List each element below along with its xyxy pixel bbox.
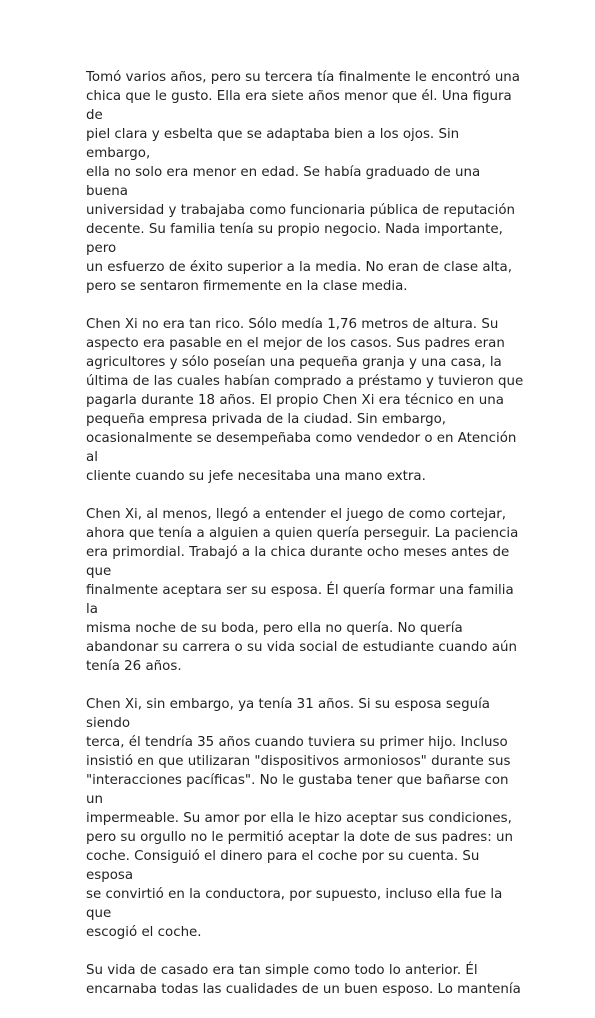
document-body <box>86 68 526 1018</box>
paragraph-2: Chen Xi no era tan rico. Sólo medía 1,76 metros de altura. Su aspecto era pasable en el mejor de los casos. Sus padres eran agricultores y sólo poseían una pequeña granja y una casa, la última de las cuales habían comprado a préstamo y tuvieron que pagarla durante 18 años. El propio Chen Xi era técnico en una pequeña empresa privada de la ciudad. Sin embargo, ocasionalmente se desempeñaba como vendedor o en Atención al cliente cuando su jefe necesitaba una mano extra. <box>86 317 524 484</box>
paragraph-3: Chen Xi, al menos, llegó a entender el juego de como cortejar, ahora que tenía a alguien a quien quería perseguir. La paciencia era primordial. Trabajó a la chica durante ocho meses antes de que finalmente aceptara ser su esposa. Él quería formar una familia la misma noche de su boda, pero ella no quería. No quería abandonar su carrera o su vida social de estudiante cuando aún tenía 26 años. <box>86 507 519 674</box>
paragraph-1: Tomó varios años, pero su tercera tía finalmente le encontró una chica que le gusto. Ella era siete años menor que él. Una figura de piel clara y esbelta que se adaptaba bien a los ojos. Sin embargo, ella no solo era menor en edad. Se había graduado de una buena universidad y trabajaba como funcionaria pública de reputación decente. Su familia tenía su propio negocio. Nada importante, pero un esfuerzo de éxito superior a la media. No eran de clase alta, pero se sentaron firmemente en la clase media. <box>86 70 520 294</box>
paragraph-5: Su vida de casado era tan simple como todo lo anterior. Él encarnaba todas las cualidades de un buen esposo. Lo mantenía <box>86 963 521 997</box>
paragraph-4: Chen Xi, sin embargo, ya tenía 31 años. Si su esposa seguía siendo terca, él tendría 35 años cuando tuviera su primer hijo. Incluso insistió en que utilizaran "dispositivos armoniosos" durante sus "interacciones pacíficas". No le gustaba tener que bañarse con un impermeable. Su amor por ella le hizo aceptar sus condiciones, pero su orgullo no le permitió aceptar la dote de sus padres: un coche. Consiguió el dinero para el coche por su cuenta. Su esposa se convirtió en la conductora, por supuesto, incluso ella fue la que escogió el coche. <box>86 697 514 940</box>
